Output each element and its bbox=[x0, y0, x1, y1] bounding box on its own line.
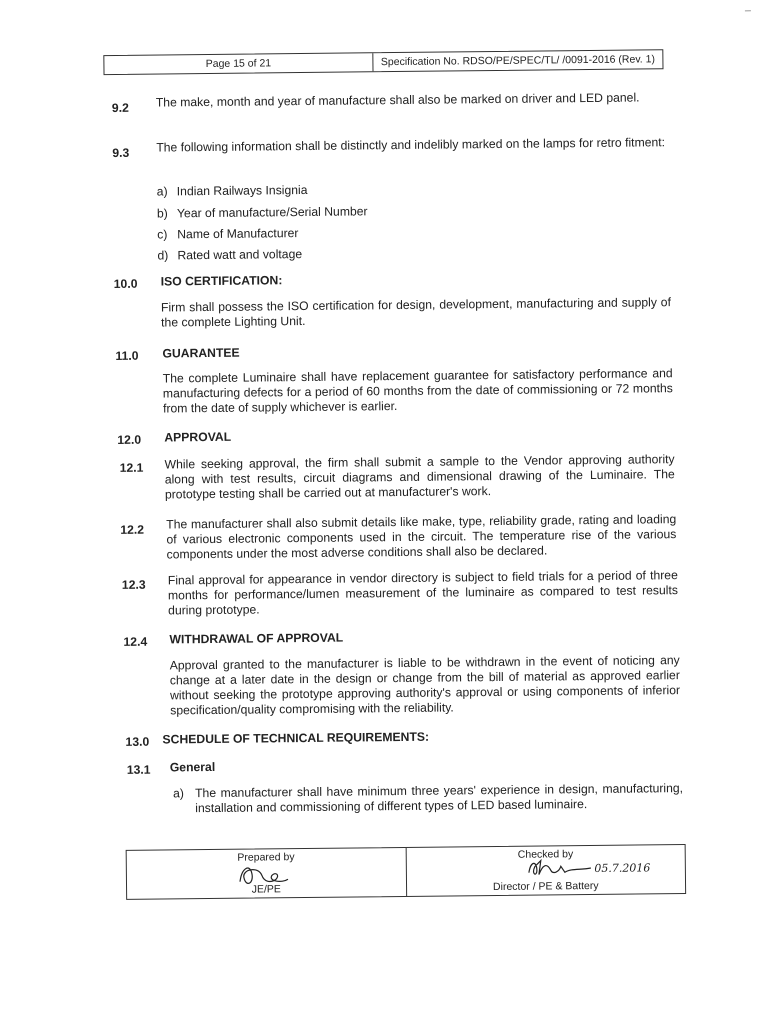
section-text: The make, month and year of manufacture shall also be marked on driver and LED panel. bbox=[155, 90, 640, 110]
section-heading: APPROVAL bbox=[164, 429, 232, 445]
section-heading: WITHDRAWAL OF APPROVAL bbox=[169, 630, 344, 647]
section-text: The complete Luminaire shall have replacement guarantee for satisfactory performance and manufacturing defects for a period of 60 months from the date of commissioning or 72 months from the date of supply whichever is earlier. bbox=[162, 366, 673, 416]
section-number: 12.3 bbox=[121, 577, 146, 592]
section-text: Final approval for appearance in vendor directory is subject to field trials for a period of three months for performance/lumen measurement of the luminaire as compared to test results during prototype. bbox=[167, 568, 679, 618]
section-heading: General bbox=[169, 759, 216, 775]
section-heading: ISO CERTIFICATION: bbox=[160, 273, 283, 289]
checked-cell bbox=[406, 845, 685, 896]
section-number: 12.1 bbox=[119, 460, 144, 475]
checked-role: Director / PE & Battery bbox=[492, 879, 599, 894]
list-item: a) Indian Railways Insignia bbox=[156, 182, 308, 199]
spec-number: Specification No. RDSO/PE/SPEC/TL/ /0091-2016 (Rev. 1) bbox=[380, 53, 656, 69]
scan-mark bbox=[745, 10, 751, 11]
signature-table bbox=[126, 844, 686, 900]
section-number: 13.1 bbox=[126, 762, 151, 777]
section-heading: GUARANTEE bbox=[162, 345, 240, 361]
section-text: Firm shall possess the ISO certification for design, development, manufacturing and supply of the complete Lighting Unit. bbox=[160, 295, 672, 330]
list-item: a) The manufacturer shall have minimum three years' experience in design, manufacturing, installation and commissioning of different types of LED based luminaire. bbox=[172, 781, 684, 816]
section-number: 11.0 bbox=[115, 348, 139, 363]
section-text: While seeking approval, the firm shall submit a sample to the Vendor approving authority along with test results, circuit diagrams and dimensional drawing of the Luminaire. The prototype testing shall be carried out at manufacturer's work. bbox=[164, 452, 675, 502]
section-number: 12.4 bbox=[123, 634, 148, 649]
signature-date: 05.7.2016 bbox=[594, 861, 651, 875]
section-heading: SCHEDULE OF TECHNICAL REQUIREMENTS: bbox=[162, 729, 430, 747]
section-text: Approval granted to the manufacturer is liable to be withdrawn in the event of noticing any change at a later date in the design or change from the bill of material as approved earlier without seeking the prototype approving authority's approval or using components of inferior specification/quality compromising with the reliability. bbox=[169, 653, 681, 718]
section-number: 9.3 bbox=[112, 145, 130, 160]
section-text: The following information shall be distinctly and indelibly marked on the lamps for retro fitment: bbox=[156, 135, 666, 155]
prepared-label: Prepared by bbox=[237, 851, 295, 864]
section-number: 10.0 bbox=[113, 276, 138, 291]
section-number: 12.2 bbox=[120, 522, 145, 537]
list-item: d) Rated watt and voltage bbox=[157, 247, 303, 263]
prepared-role: JE/PE bbox=[251, 883, 281, 896]
list-item: b) Year of manufacture/Serial Number bbox=[156, 204, 368, 221]
section-text: The manufacturer shall also submit details like make, type, reliability grade, rating and loading of various electronic components used in the circuit. The temperature rise of the various components under the most adverse conditions shall also be declared. bbox=[166, 512, 677, 562]
checked-label: Checked by bbox=[517, 848, 574, 861]
section-number: 13.0 bbox=[125, 734, 150, 749]
page-number: Page 15 of 21 bbox=[104, 53, 373, 74]
section-number: 9.2 bbox=[111, 100, 129, 115]
page-header bbox=[103, 49, 663, 75]
list-item: c) Name of Manufacturer bbox=[157, 226, 299, 242]
signature-icon bbox=[524, 856, 594, 879]
prepared-cell bbox=[127, 848, 407, 899]
section-number: 12.0 bbox=[117, 432, 142, 447]
